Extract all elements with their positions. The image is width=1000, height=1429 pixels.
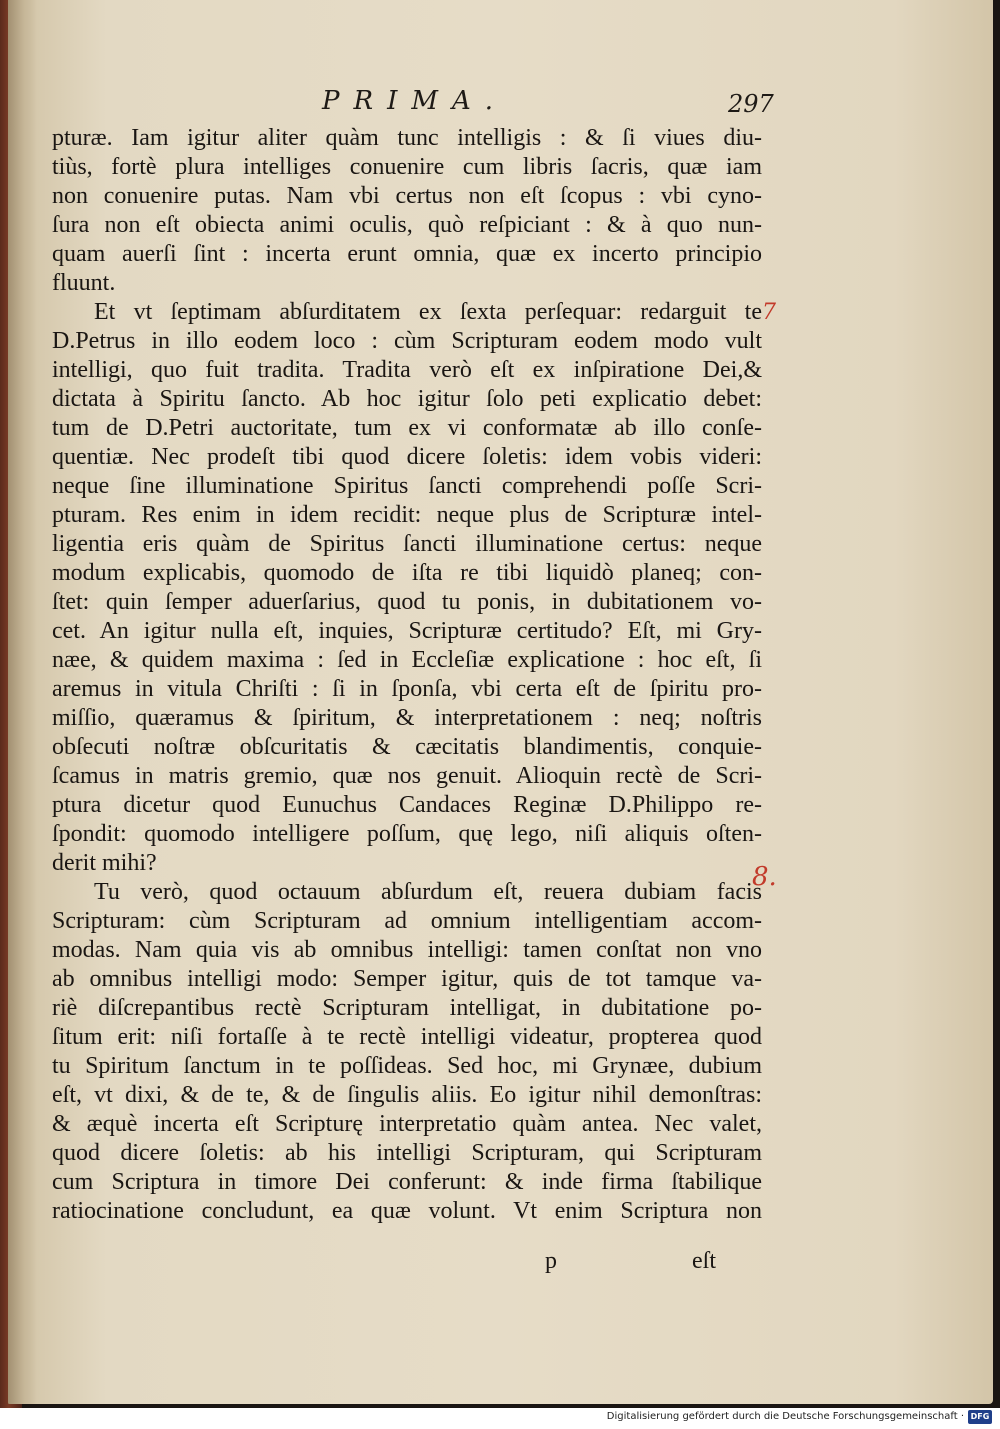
text-line: derit mihi? [52, 850, 157, 876]
text-line: non conuenire putas. Nam vbi certus non eſt ſcopus : vbi cyno- [52, 183, 762, 209]
text-line: obſecuti noſtræ obſcuritatis & cæcitatis blandimentis, conquie- [52, 734, 762, 760]
text-line: cet. An igitur nulla eſt, inquies, Scripturæ certitudo? Eſt, mi Gry- [52, 618, 762, 644]
text-line: neque ſine illuminatione Spiritus ſancti comprehendi poſſe Scri- [52, 473, 762, 499]
text-line: quam auerſi ſint : incerta erunt omnia, quæ ex incerto principio [52, 241, 762, 267]
text-line: tu Spiritum ſanctum in te poſſideas. Sed hoc, mi Grynæe, dubium [52, 1053, 762, 1079]
paragraph-start-line: Tu verò, quod octauum abſurdum eſt, reuera dubiam facis [94, 879, 762, 905]
text-line: ſpondit: quomodo intelligere poſſum, quę lego, niſi aliquis oſten- [52, 821, 762, 847]
text-line: D.Petrus in illo eodem loco : cùm Scripturam eodem modo vult [52, 328, 762, 354]
text-line: ptura dicetur quod Eunuchus Candaces Reginæ D.Philippo re- [52, 792, 762, 818]
text-line: pturam. Res enim in idem recidit: neque plus de Scripturæ intel- [52, 502, 762, 528]
text-line: ſura non eſt obiecta animi oculis, quò reſpiciant : & à quo nun- [52, 212, 762, 238]
text-line: modas. Nam quia vis ab omnibus intelligi: tamen conſtat non vno [52, 937, 762, 963]
funding-credit: Digitalisierung gefördert durch die Deutsche Forschungsgemeinschaft · [606, 1411, 964, 1422]
text-line: cum Scriptura in timore Dei conferunt: & inde firma ſtabilique [52, 1169, 762, 1195]
text-line: ligentia eris quàm de Spiritus ſancti illuminatione certus: neque [52, 531, 762, 557]
page-gutter-shadow [8, 0, 36, 1404]
margin-note-8: 8. [752, 862, 777, 892]
text-line: intelligi, quo fuit tradita. Tradita verò eſt ex inſpiratione Dei,& [52, 357, 762, 383]
text-line: næe, & quidem maxima : ſed in Eccleſiæ explicatione : hoc eſt, ſi [52, 647, 762, 673]
text-line: ſtet: quin ſemper aduerſarius, quod tu ponis, in dubitationem vo- [52, 589, 762, 615]
paragraph-start-line: Et vt ſeptimam abſurditatem ex ſexta perſequar: redarguit te [94, 299, 762, 325]
body-text [52, 124, 762, 1226]
text-line: tum de D.Petri auctoritate, tum ex vi conformatæ ab illo conſe- [52, 415, 762, 441]
running-head: PRIMA. [322, 86, 508, 116]
dfg-logo: DFG [968, 1410, 992, 1424]
text-line: miſſio, quæramus & ſpiritum, & interpretationem : neq; noſtris [52, 705, 762, 731]
text-line: ratiocinatione concludunt, ea quæ volunt. Vt enim Scriptura non [52, 1198, 762, 1224]
margin-note-7: 7 [762, 300, 776, 325]
catchword: eſt [692, 1248, 716, 1274]
text-line: aremus in vitula Chriſti : ſi in ſponſa, vbi certa eſt de ſpiritu pro- [52, 676, 762, 702]
signature-mark: p [545, 1248, 557, 1274]
text-line: ſitum erit: niſi fortaſſe à te rectè intelligi videatur, propterea quod [52, 1024, 762, 1050]
text-line: riè diſcrepantibus rectè Scripturam intelligat, in dubitatione po- [52, 995, 762, 1021]
text-line: ſcamus in matris gremio, quæ nos genuit. Alioquin rectè de Scri- [52, 763, 762, 789]
text-line: eſt, vt dixi, & de te, & de ſingulis aliis. Eo igitur nihil demonſtras: [52, 1082, 762, 1108]
text-line: pturæ. Iam igitur aliter quàm tunc intelligis : & ſi viues diu- [52, 125, 762, 151]
footer-bar [0, 1408, 1000, 1429]
page-number: 297 [728, 90, 774, 118]
text-line: Scripturam: cùm Scripturam ad omnium intelligentiam accom- [52, 908, 762, 934]
text-line: & æquè incerta eſt Scripturę interpretatio quàm antea. Nec valet, [52, 1111, 762, 1137]
text-line: dictata à Spiritu ſancto. Ab hoc igitur ſolo peti explicatio debet: [52, 386, 762, 412]
text-line: ab omnibus intelligi modo: Semper igitur, quis de tot tamque va- [52, 966, 762, 992]
text-line: modum explicabis, quomodo de iſta re tibi liquidò planeq; con- [52, 560, 762, 586]
text-line: quentiæ. Nec prodeſt tibi quod dicere ſoletis: idem vobis videri: [52, 444, 762, 470]
text-line: fluunt. [52, 270, 116, 296]
text-line: quod dicere ſoletis: ab his intelligi Scripturam, qui Scripturam [52, 1140, 762, 1166]
text-line: tiùs, fortè plura intelliges conuenire cum libris ſacris, quæ iam [52, 154, 762, 180]
